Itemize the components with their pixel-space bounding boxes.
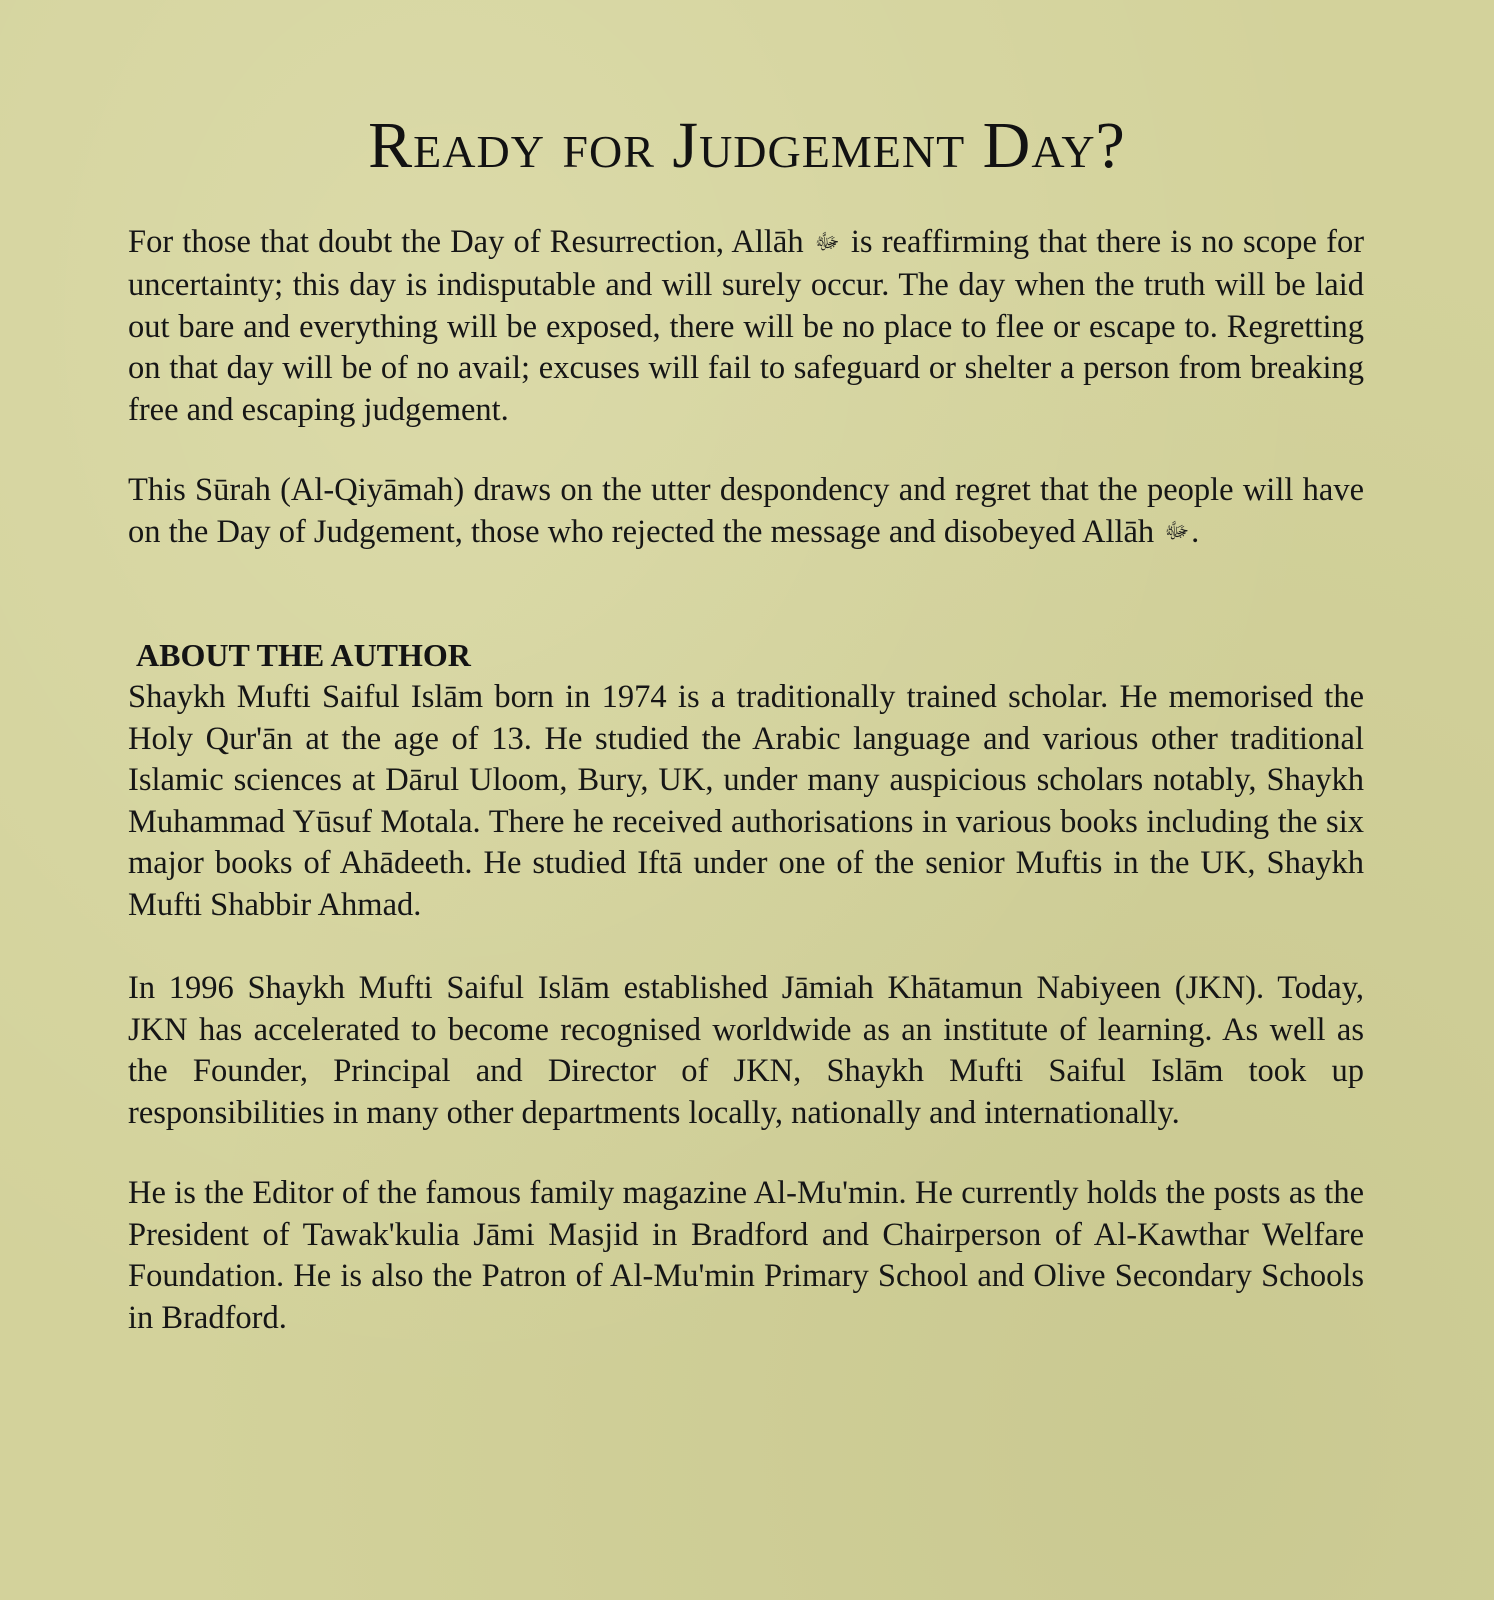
page-title: Ready for Judgement Day? (368, 109, 1126, 182)
intro-paragraph-text-start: For those that doubt the Day of Resurrection, Allāh (128, 224, 804, 260)
surah-paragraph-text-start: This Sūrah (Al-Qiyāmah) draws on the utter despondency and regret that the people will have on the Day of Judgement, those who rejected the message and disobeyed Allāh (128, 472, 1364, 550)
about-author-heading: ABOUT THE AUTHOR (136, 637, 471, 673)
surah-paragraph-text-end: . (1191, 513, 1200, 550)
editor-paragraph: He is the Editor of the famous family magazine Al-Mu'min. He currently holds the posts as the President of Tawak'kulia Jāmi Masjid in Bradford and Chairperson of Al-Kawthar Welfare Foundation. He is also the Patron of Al-Mu'min Primary School and Olive Secondary Schools in Bradford. (128, 1175, 1364, 1336)
jkn-paragraph: In 1996 Shaykh Mufti Saiful Islām established Jāmiah Khātamun Nabiyeen (JKN). Today, JKN has accelerated to become recognised worldwide as an institute of learning. As well as the Founder, Principal and Director of JKN, Shaykh Mufti Saiful Islām took up responsibilities in many other departments locally, nationally and internationally. (128, 970, 1364, 1131)
surah-paragraph (128, 470, 1364, 555)
intro-paragraph (128, 222, 1364, 431)
intro-paragraph-text-end: is reaffirming that there is no scope for uncertainty; this day is indisputable and will surely occur. The day when the truth will be laid out bare and everything will be exposed, there will be no place to flee or escape to. Regretting on that day will be of no avail; excuses will fail to safeguard or shelter a person from breaking free and escaping judgement. (128, 224, 1365, 428)
author-bio-paragraph: Shaykh Mufti Saiful Islām born in 1974 is a traditionally trained scholar. He memorised the Holy Qur'ān at the age of 13. He studied the Arabic language and various other traditional Islamic sciences at Dārul Uloom, Bury, UK, under many auspicious scholars notably, Shaykh Muhammad Yūsuf Motala. There he received authorisations in various books including the six major books of Ahādeeth. He studied Iftā under one of the senior Muftis in the UK, Shaykh Mufti Shabbir Ahmad. (128, 679, 1364, 923)
honorific-symbol-icon: ﷻ (814, 228, 840, 254)
honorific-symbol-icon: ﷻ (1164, 518, 1190, 544)
